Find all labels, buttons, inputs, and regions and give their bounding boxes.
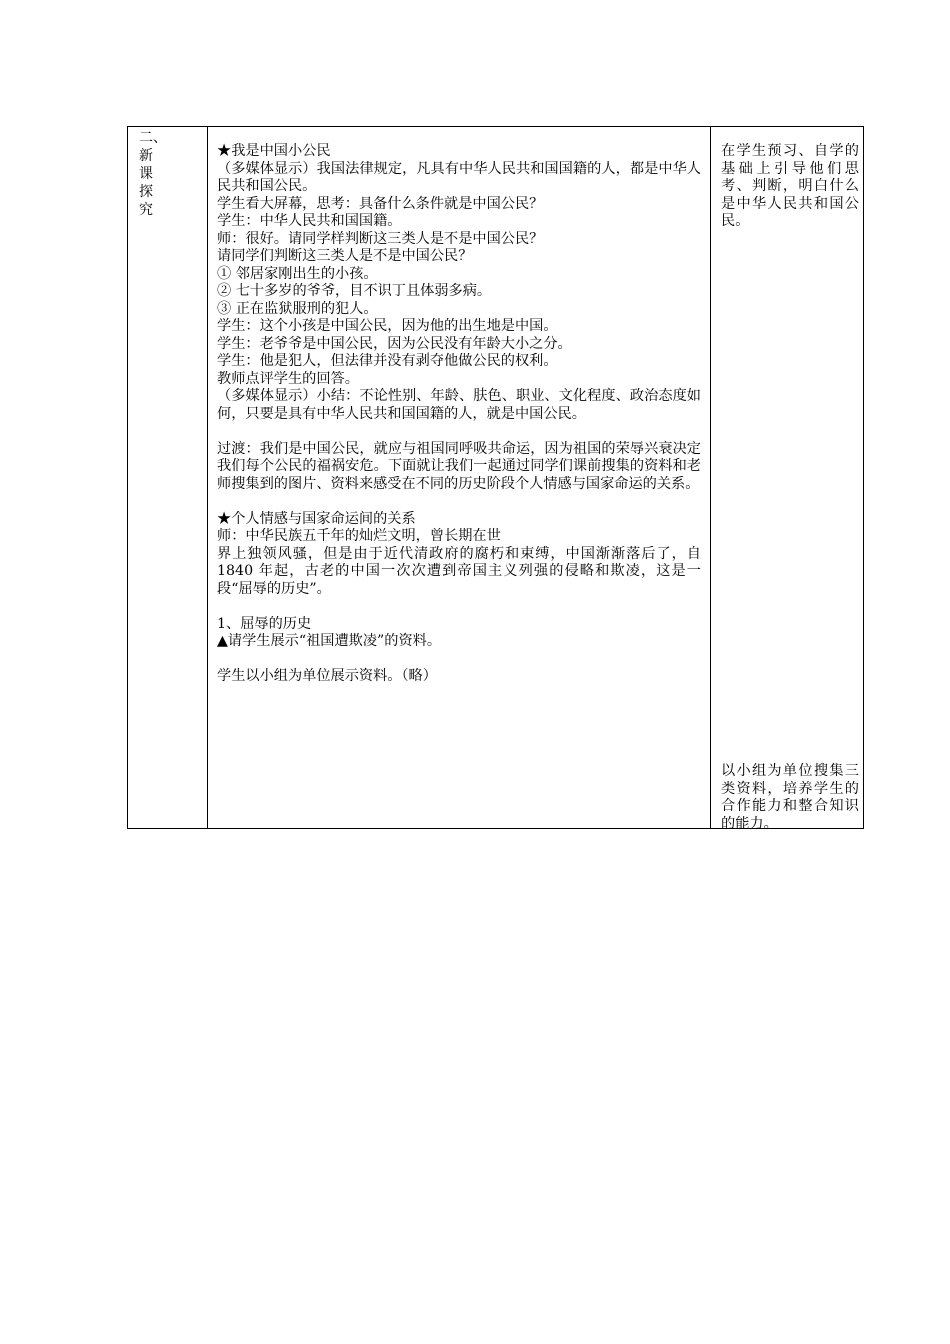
content-line: ★个人情感与国家命运间的关系 [217,510,416,527]
lesson-table [127,126,864,832]
design-note-bottom: 以小组为单位搜集三类资料，培养学生的合作能力和整合知识的能力。 [721,763,859,832]
content-column [208,127,711,828]
content-line: ▲请学生展示“祖国遭欺凌”的资料。 [217,633,442,649]
content-line: 过渡：我们是中国公民，就应与祖国同呼吸共命运，因为祖国的荣辱兴衰决定我们每个公民的福祸安危。下面就让我们一起通过同学们课前搜集的资料和老师搜集到的图片、资料来感受在不同的历史阶段个人情感与国家命运的关系。 [217,440,701,492]
content-line: （多媒体显示）小结：不论性别、年龄、肤色、职业、文化程度、政治态度如何，只要是具有中华人民共和国国籍的人，就是中国公民。 [217,388,701,422]
content-line: （多媒体显示）我国法律规定，凡具有中华人民共和国国籍的人，都是中华人民共和国公民。 [217,160,701,194]
content-line: ① 邻居家刚出生的小孩。 [217,265,378,282]
content-line: 师：很好。请同学样判断这三类人是不是中国公民？ [217,230,544,247]
content-line: 学生以小组为单位展示资料。（略） [217,668,437,684]
blank-line [217,493,701,511]
content-line: 界上独领风骚，但是由于近代清政府的腐朽和束缚，中国渐渐落后了，自 1840 年起，古老的中国一次次遭到帝国主义列强的侵略和欺凌，这是一段“屈辱的历史”。 [217,545,701,597]
blank-line [217,423,701,441]
design-note-top: 在学生预习、自学的基础上引导他们思考、判断，明白什么是中华人民共和国公民。 [721,143,859,229]
content-line: 请同学们判断这三类人是不是中国公民？ [217,248,473,264]
section-column [128,127,208,828]
content-line: ★我是中国小公民 [217,143,331,159]
section-label: 二、新课探究 [139,130,167,218]
blank-line [217,598,701,616]
content-line: 学生看大屏幕，思考：具备什么条件就是中国公民？ [217,195,544,212]
content-line: 学生：这个小孩是中国公民，因为他的出生地是中国。 [217,318,558,334]
content-line: 教师点评学生的回答。 [217,370,359,387]
content-line: 学生：老爷爷是中国公民，因为公民没有年龄大小之分。 [217,335,572,352]
content-line: ③ 正在监狱服刑的犯人。 [217,300,378,317]
content-line: 学生：中华人民共和国国籍。 [217,213,402,229]
notes-column [711,127,863,832]
blank-line [217,651,701,669]
content-line: 学生：他是犯人，但法律并没有剥夺他做公民的权利。 [217,353,558,369]
lesson-content [217,143,701,686]
content-line: 师：中华民族五千年的灿烂文明，曾长期在世 [217,528,501,544]
content-line: 1、屈辱的历史 [217,615,312,632]
content-line: ② 七十多岁的爷爷，目不识丁且体弱多病。 [217,283,492,299]
